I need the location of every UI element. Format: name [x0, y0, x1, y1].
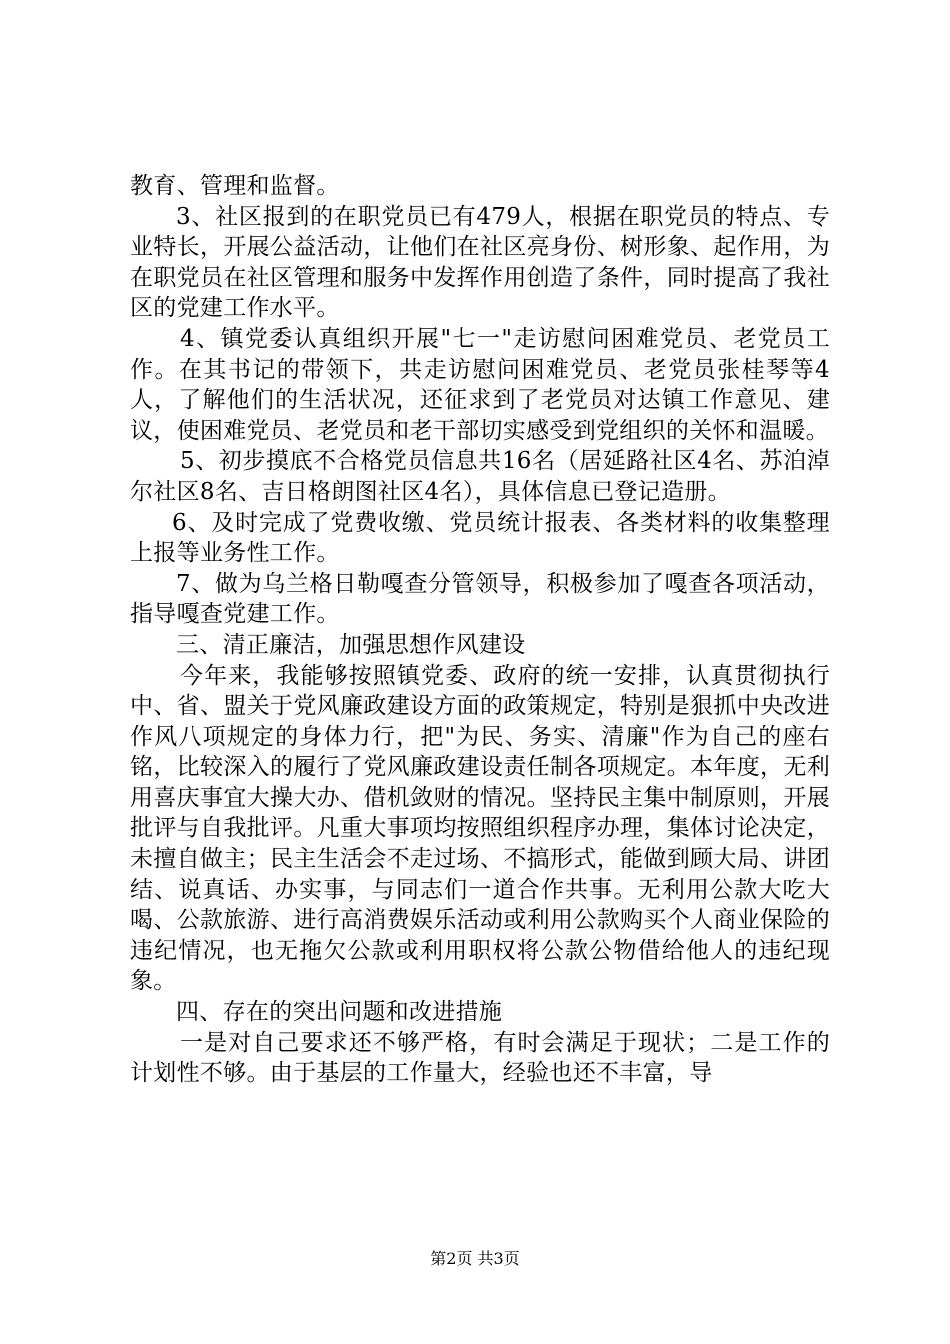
paragraph-problems: 一是对自己要求还不够严格，有时会满足于现状；二是工作的计划性不够。由于基层的工作量大，经验也还不丰富，导	[130, 1029, 830, 1087]
paragraph-item-3: 3、社区报到的在职党员已有479人，根据在职党员的特点、专业特长，开展公益活动，让他们在社区亮身份、树形象、起作用，为在职党员在社区管理和服务中发挥作用创造了条件，同时提高了我社区的党建工作水平。	[130, 203, 830, 322]
paragraph-continuation: 教育、管理和监督。	[130, 173, 340, 199]
section-heading-4: 四、存在的突出问题和改进措施	[176, 999, 503, 1026]
paragraph-item-6: 6、及时完成了党费收缴、党员统计报表、各类材料的收集整理上报等业务性工作。	[130, 509, 830, 567]
section-heading-3: 三、清正廉洁，加强思想作风建设	[176, 631, 526, 658]
paragraph-item-4: 4、镇党委认真组织开展"七一"走访慰问困难党员、老党员工作。在其书记的带领下，共走访慰问困难党员、老党员张桂琴等4人，了解他们的生活状况，还征求到了老党员对达镇工作意见、建议，使困难党员、老党员和老干部切实感受到党组织的关怀和温暖。	[130, 325, 830, 444]
document-body	[130, 171, 830, 1089]
page-number-footer: 第2页 共3页	[430, 1249, 520, 1268]
paragraph-integrity: 今年来，我能够按照镇党委、政府的统一安排，认真贯彻执行中、省、盟关于党风廉政建设方面的政策规定，特别是狠抓中央改进作风八项规定的身体力行，把"为民、务实、清廉"作为自己的座右铭，比较深入的履行了党风廉政建设责任制各项规定。本年度，无利用喜庆事宜大操大办、借机敛财的情况。坚持民主集中制原则，开展批评与自我批评。凡重大事项均按照组织程序办理，集体讨论决定，未擅自做主；民主生活会不走过场、不搞形式，能做到顾大局、讲团结、说真话、办实事，与同志们一道合作共事。无利用公款大吃大喝、公款旅游、进行高消费娱乐活动或利用公款购买个人商业保险的违纪情况，也无拖欠公款或利用职权将公款公物借给他人的违纪现象。	[130, 662, 830, 995]
paragraph-item-7: 7、做为乌兰格日勒嘎查分管领导，积极参加了嘎查各项活动，指导嘎查党建工作。	[130, 570, 830, 628]
paragraph-item-5: 5、初步摸底不合格党员信息共16名（居延路社区4名、苏泊淖尔社区8名、吉日格朗图社区4名），具体信息已登记造册。	[130, 448, 830, 505]
